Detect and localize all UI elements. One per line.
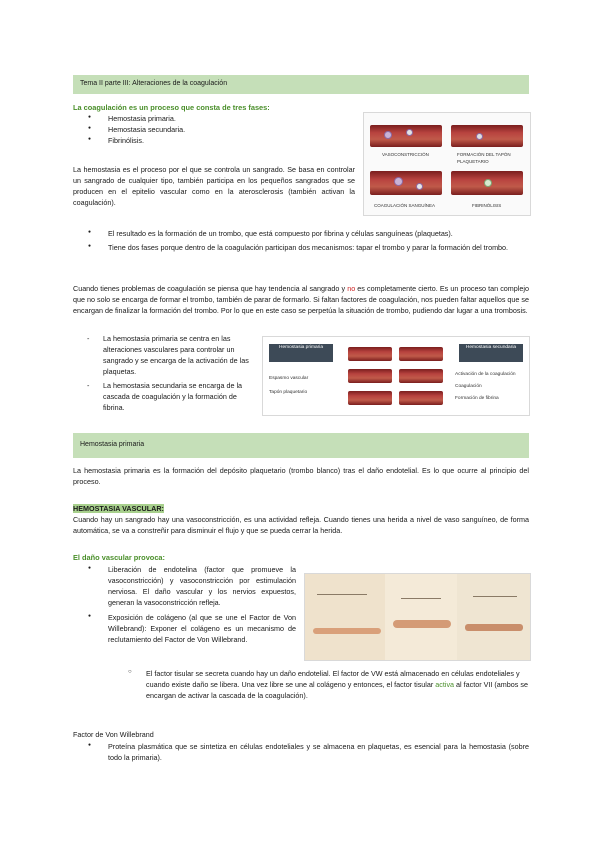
image-label: FORMACIÓN DEL TAPÓN PLAQUETARIO [457, 152, 511, 164]
image-label: Tapón plaquetario [269, 390, 308, 395]
vascular-damage-image [304, 573, 531, 661]
list-item: ● El resultado es la formación de un trombo, que está compuesto por fibrina y células sanguíneas (plaquetas). [108, 228, 528, 239]
intro-heading: La coagulación es un proceso que consta de tres fases: [73, 103, 270, 112]
list-item: ● Fibrinólisis. [108, 135, 185, 146]
vw-list [108, 741, 529, 763]
dash-list [103, 333, 253, 413]
dano-list [108, 564, 296, 645]
cuando-paragraph [73, 283, 529, 316]
list-item [146, 668, 529, 701]
image-label: FIBRINÓLISIS [472, 203, 502, 208]
cuando-no-word: no [347, 284, 356, 293]
vascular-paragraph: Cuando hay un sangrado hay una vasoconstricción, es una actividad refleja. Cuando tienes una herida a nivel de vaso sanguíneo, de forma automática, se va a constreñir para disminuir el flujo y que se pueda cerrar la herida. [73, 515, 529, 536]
primaria-paragraph: La hemostasia primaria es la formación del depósito plaquetario (trombo blanco) tras el daño endotelial. Es lo que ocurre al principio del proceso. [73, 466, 529, 487]
image-label: VASOCONSTRICCIÓN [382, 152, 429, 157]
list-item: ● Exposición de colágeno (al que se une el Factor de Von Willebrand): Exponer el colágeno es un mecanismo de reclutamiento del Factor de Von Willebrand. [108, 612, 296, 645]
coagulation-phases-image [363, 112, 531, 216]
vascular-heading [73, 503, 164, 514]
sub-item-start: El factor tisular se secreta cuando hay un daño endotelial. El factor de VW está almacenado en células endoteliales y cuando existe daño se libera. Una vez libre se une al colágeno y entonces, el factor tisular [146, 669, 520, 690]
cuando-text-end: es completamente cierto. Es un proceso tan complejo que no solo se encarga de formar el trombo, también de parar de formarlo. Si faltan factores de coagulación, nos pueden faltar aquellos que se encargan de finalizar la formación del trombo. Por lo que en este caso se perpetúa la situación de trombo, pudiendo dar lugar a una trombosis. [73, 284, 529, 316]
section-banner-primaria [73, 433, 529, 458]
list-item: ● Proteína plasmática que se sintetiza en células endoteliales y se almacena en plaquetas, es esencial para la hemostasia (sobre todo la primaria). [108, 741, 529, 763]
image-label: Coagulación [455, 384, 482, 389]
left-title-box: Hemostasia primaria [269, 344, 333, 362]
vw-heading: Factor de Von Willebrand [73, 730, 154, 739]
image-label: Activación de la coagulación [455, 372, 516, 377]
sub-item-end: al factor VII (ambos se encargan de activar la cascada de la coagulación). [146, 680, 528, 701]
hemostasia-paragraph: La hemostasia es el proceso por el que se controla un sangrado. Se basa en controlar un sangrado de cualquier tipo, también participa en los pequeños sangrados que se producen en el epitelio vascular como en la aterosclerosis (también activan la coagulación). [73, 165, 355, 208]
section-banner-tema [73, 75, 529, 94]
vascular-heading-text: HEMOSTASIA VASCULAR: [73, 504, 164, 513]
cuando-text-start: Cuando tienes problemas de coagulación se piensa que hay tendencia al sangrado y [73, 284, 348, 293]
image-label: Espasmo vascular [269, 376, 309, 381]
image-label: Formación de fibrina [455, 396, 499, 401]
sub-item-activa: activa [435, 680, 455, 690]
sub-list [146, 668, 529, 701]
list-item: ● Hemostasia secundaria. [108, 124, 185, 135]
hemostasia-types-image [262, 336, 530, 416]
image-label: COAGULACIÓN SANGUÍNEA [374, 203, 436, 208]
list-item: - La hemostasia secundaria se encarga de la cascada de coagulación y la formación de fibrina. [103, 380, 253, 413]
list-item: ● Tiene dos fases porque dentro de la coagulación participan dos mecanismos: tapar el trombo y parar la formación del trombo. [108, 242, 528, 253]
right-title-box: Hemostasia secundaria [459, 344, 523, 362]
banner-title: Hemostasia primaria [80, 441, 145, 448]
list-item: ● Liberación de endotelina (factor que promueve la vasoconstricción) y vasoconstricción por estimulación nerviosa. El daño vascular y los nervios expuestos, generan la vasoconstricción refleja. [108, 564, 296, 609]
dano-heading: El daño vascular provoca: [73, 553, 166, 562]
phases-list [108, 113, 185, 146]
result-list [108, 228, 528, 253]
banner-title: Tema II parte III: Alteraciones de la coagulación [80, 80, 228, 87]
list-item: ● Hemostasia primaria. [108, 113, 185, 124]
list-item: - La hemostasia primaria se centra en las alteraciones vasculares para controlar un sangrado y se encarga de la activación de las plaquetas. [103, 333, 253, 378]
